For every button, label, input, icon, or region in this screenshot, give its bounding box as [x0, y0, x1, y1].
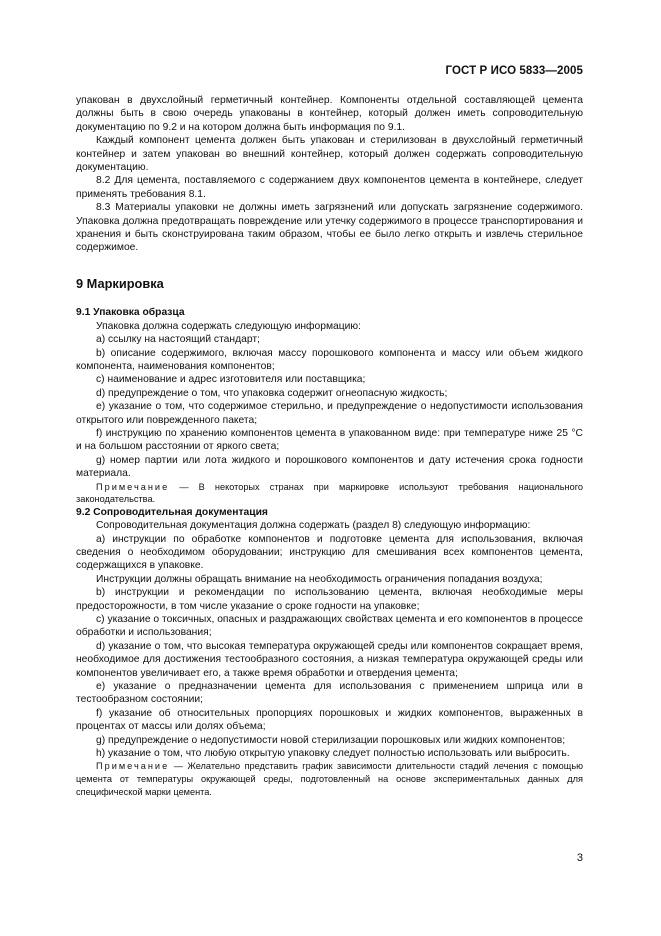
list-item: e) указание о предназначении цемента для использования с применением шприца или в тестообразном состоянии;: [76, 681, 583, 706]
note-9-2: [76, 760, 583, 798]
clause-8-3-first: 8.3 Материалы упаковки не должны иметь загрязнений или допускать загрязнение содержимого. Упаковка должна предотвращать повреждение или утечку содержимого в процессе транспортирования и хранения и быть сконструирована таким образом, чтобы ее было легко открыть и извлечь стерильное содержимое.: [76, 202, 583, 254]
subsection-9-1-lead: Упаковка должна содержать следующую информацию:: [96, 320, 362, 332]
list-item: d) предупреждение о том, что упаковка содержит огнеопасную жидкость;: [96, 387, 448, 399]
note-label: Примечание: [96, 761, 170, 772]
list-item: c) указание о токсичных, опасных и раздражающих свойствах цемента и его компонентов в процессе обработки и использования;: [76, 614, 583, 639]
section-9-title: 9 Маркировка: [76, 275, 164, 291]
subsection-9-1-title: 9.1 Упаковка образца: [76, 307, 185, 319]
list-item: g) предупреждение о недопустимости новой стерилизации порошковых или жидких компонентов;: [96, 734, 566, 746]
page-number: 3: [576, 852, 583, 864]
document-body: [76, 94, 583, 798]
document-id-header: ГОСТ Р ИСО 5833—2005: [445, 65, 583, 77]
list-item: a) ссылку на настоящий стандарт;: [96, 334, 260, 346]
note-text: — В некоторых странах при маркировке используют требования национального законодательства.: [76, 481, 583, 505]
list-item: d) указание о том, что высокая температура окружающей среды или компонентов сокращает время, необходимое для достижения тестообразного состояния, а низкая температура окружающей среды или компонентов увеличивает его, а также время обработки и отвердения цемента;: [76, 640, 583, 679]
note-9-1: [76, 481, 583, 506]
clause-8-2: 8.2 Для цемента, поставляемого с содержанием двух компонентов цемента в контейнере, следует применять требования 8.1.: [76, 175, 583, 200]
list-item: e) указание о том, что содержимое стерильно, и предупреждение о недопустимости использования открытого или поврежденного пакета;: [76, 401, 583, 426]
list-item: c) наименование и адрес изготовителя или поставщика;: [96, 374, 366, 386]
note-label: Примечание: [96, 481, 170, 492]
list-item: f) указание об относительных пропорциях порошковых и жидких компонентов, выраженных в процентах от массы или долях объема;: [76, 707, 583, 733]
note-text: — Желательно представить график зависимости длительности стадий лечения с помощью цемента от температуры окружающей среды, подготовленный на основе экспериментальных данных для специфической марки цемента.: [76, 761, 583, 797]
list-item: h) указание о том, что любую открытую упаковку следует полностью использовать или выбросить.: [96, 748, 570, 760]
list-item: f) инструкцию по хранению компонентов цемента в упакованном виде: при температуре ниже 25 °С и на большом расстоянии от яркого света;: [76, 427, 583, 453]
intro-paragraph-1: упакован в двухслойный герметичный контейнер. Компоненты отдельной составляющей цемента должны быть в свою очередь упакованы в контейнер, который должен иметь сопроводительную документацию по 9.2 и на котором должна быть информация по 9.1.: [76, 95, 583, 133]
intro-paragraph-2: Каждый компонент цемента должен быть упакован и стерилизован в двухслойный герметичный контейнер и затем упакован во внешний контейнер, который должен содержать сопроводительную документацию.: [76, 135, 583, 174]
subsection-9-2-lead: Сопроводительная документация должна содержать (раздел 8) следующую информацию:: [96, 520, 531, 532]
list-item: g) номер партии или лота жидкого и порошкового компонентов и дату истечения срока годности материала.: [76, 454, 583, 480]
list-item: a) инструкции по обработке компонентов и подготовке цемента для использования, включая сведения о необходимом оборудовании; инструкцию для смешивания всех компонентов цемента, содержащихся в упаковке.: [76, 533, 583, 572]
subsection-9-2-title: 9.2 Сопроводительная документация: [76, 506, 268, 518]
list-item: b) описание содержимого, включая массу порошкового компонента и массу или объем жидкого компонента, наименования компонентов;: [76, 347, 583, 372]
list-item: b) инструкции и рекомендации по использованию цемента, включая необходимые меры предосторожности, в том числе указание о сроке годности на упаковке;: [76, 587, 583, 612]
list-item-continuation: Инструкции должны обращать внимание на необходимость ограничения попадания воздуха;: [96, 573, 543, 585]
